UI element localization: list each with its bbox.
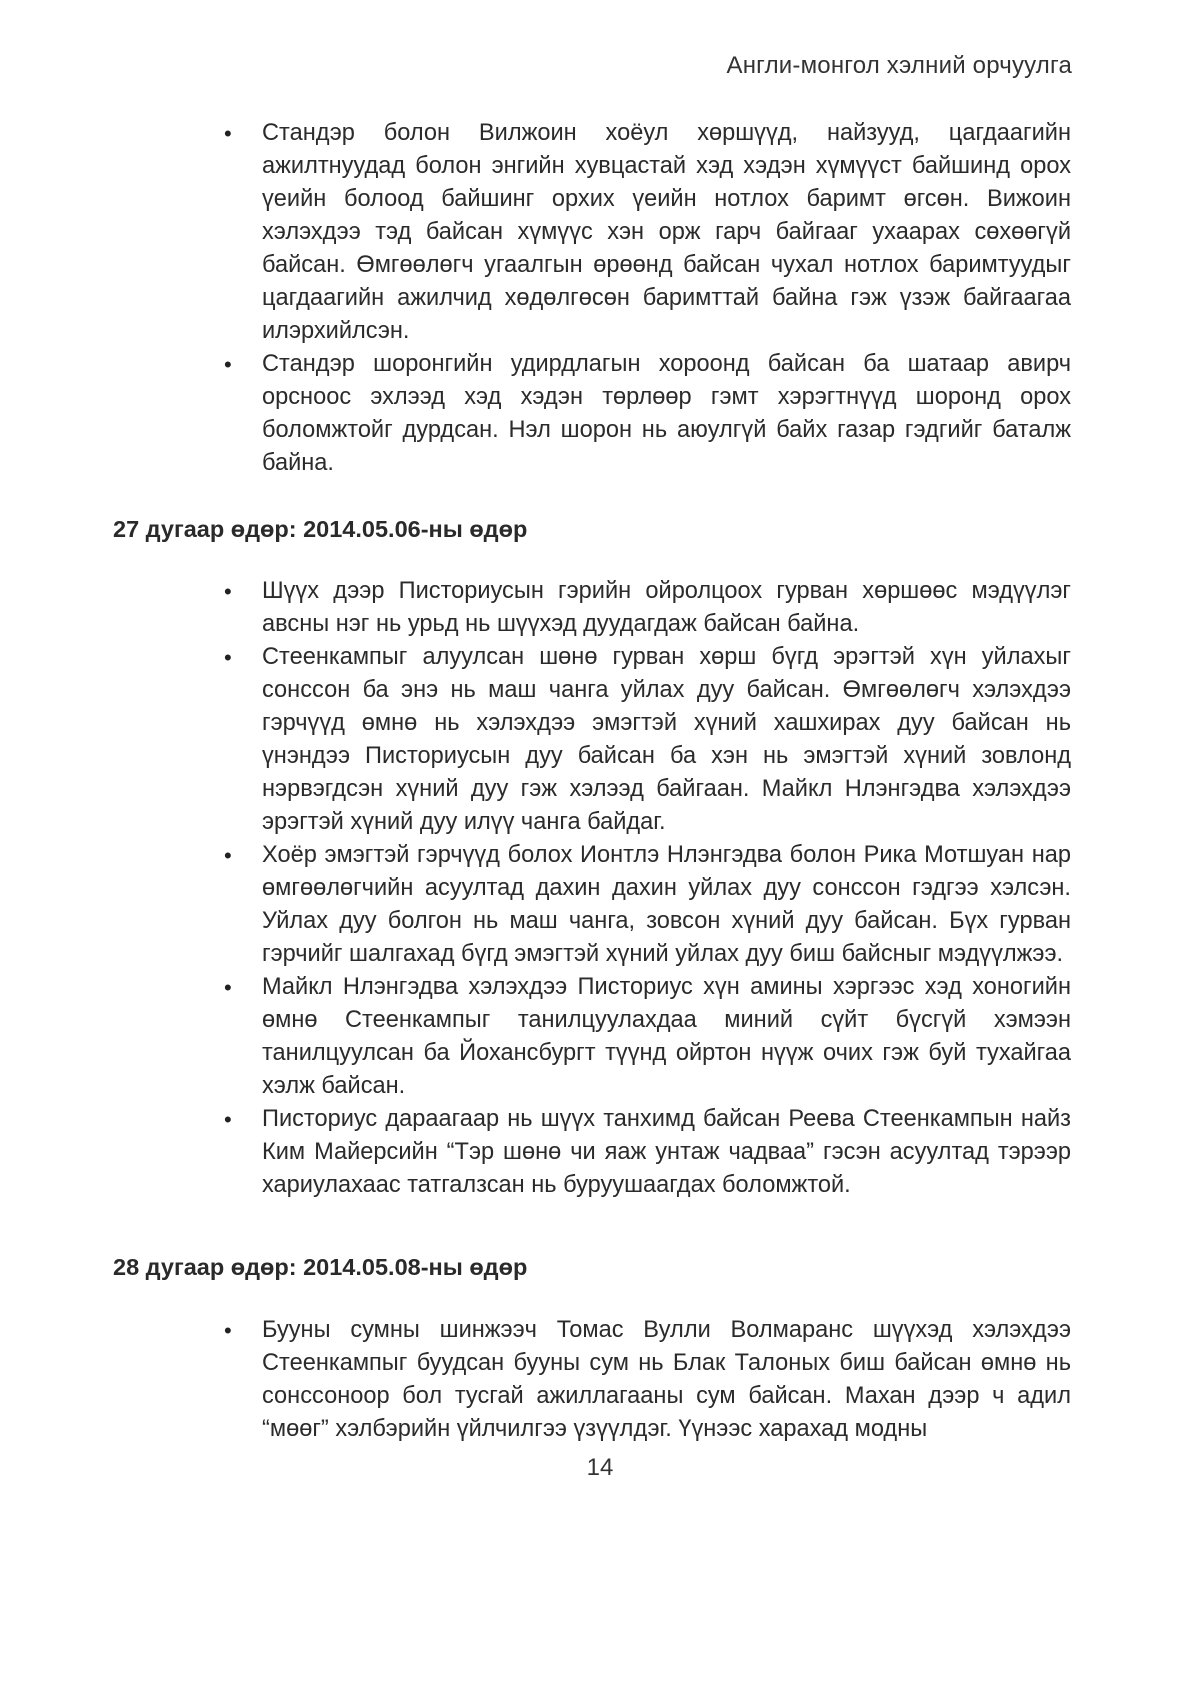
page-number: 14: [586, 1454, 614, 1481]
bullet-dot-icon: •: [224, 579, 232, 604]
bullet-text: Стандэр шоронгийн удирдлагын хороонд байсан ба шатаар авирч орсноос эхлээд хэд хэдэн төрлөөр гэмт хэрэгтнүүд шоронд орох боломжтойг дурдсан. Нэл шорон нь аюулгүй байх газар гэдгийг баталж байна.: [262, 351, 1071, 476]
bullet-list: [0, 575, 1200, 1202]
bullet-list: [0, 1314, 1200, 1446]
bullet-dot-icon: •: [224, 1318, 232, 1343]
bullet-dot-icon: •: [224, 843, 232, 868]
bullet-text: Бууны сумны шинжээч Томас Вулли Волмаранс шүүхэд хэлэхдээ Стеенкампыг буудсан бууны сум нь Блак Талоных биш байсан өмнө нь сонссоноор бол тусгай ажиллагааны сум байсан. Махан дээр ч адил “мөөг” хэлбэрийн үйлчилгээ үзүүлдэг. Үүнээс харахад модны: [262, 1317, 1071, 1442]
bullet-text: Писториус дараагаар нь шүүх танхимд байсан Реева Стеенкампын найз Ким Майерсийн “Тэр шөнө чи яаж унтаж чадваа” гэсэн асуултад тэрээр хариулахаас татгалзсан нь буруушаагдах боломжтой.: [262, 1106, 1071, 1198]
bullet-item: [224, 641, 1071, 839]
bullet-text: Стандэр болон Вилжоин хоёул хөршүүд, найзууд, цагдаагийн ажилтнуудад болон энгийн хувцастай хэд хэдэн хүмүүст байшинд орох үеийн болоод байшинг орхих үеийн нотлох баримт өгсөн. Вижоин хэлэхдээ тэд байсан хүмүүс хэн орж гарч байгааг ухаарах сөхөөгүй байсан. Өмгөөлөгч угаалгын өрөөнд байсан чухал нотлох баримтуудыг цагдаагийн ажилчид хөдөлгөсөн баримттай байна гэж үзэж байгаагаа илэрхийлсэн.: [262, 120, 1071, 344]
bullet-block-day-27: [0, 575, 1200, 1202]
bullet-text: Шүүх дээр Писториусын гэрийн ойролцоох гурван хөршөөс мэдүүлэг авсны нэг нь урьд нь шүүхэд дуудагдаж байсан байна.: [262, 578, 1071, 637]
bullet-text: Стеенкампыг алуулсан шөнө гурван хөрш бүгд эрэгтэй хүн уйлахыг сонссон ба энэ нь маш чанга уйлах дуу байсан. Өмгөөлөгч хэлэхдээ гэрчүүд өмнө нь хэлэхдээ эмэгтэй хүний хашхирах дуу байсан нь үнэндээ Писториусын дуу байсан ба хэн нь эмэгтэй хүний зовлонд нэрвэгдсэн хүний дуу гэж хэлээд байгаан. Майкл Нлэнгэдва хэлэхдээ эрэгтэй хүний дуу илүү чанга байдаг.: [262, 644, 1071, 835]
bullet-text: Майкл Нлэнгэдва хэлэхдээ Писториус хүн амины хэргээс хэд хоногийн өмнө Стеенкампыг танилцуулахдаа миний сүйт бүсгүй хэмээн танилцуулсан ба Йоханcбургт түүнд ойртон нүүж очих гэж буй тухайгаа хэлж байсан.: [262, 974, 1071, 1099]
bullet-list: [0, 117, 1200, 480]
bullet-item: [224, 971, 1071, 1103]
bullet-dot-icon: •: [224, 121, 232, 146]
bullet-block-top: [0, 117, 1200, 480]
bullet-item: [224, 839, 1071, 971]
bullet-text: Хоёр эмэгтэй гэрчүүд болох Ионтлэ Нлэнгэдва болон Рика Мотшуан нар өмгөөлөгчийн асуултад дахин дахин уйлах дуу сонссон гэдгээ хэлсэн. Уйлах дуу болгон нь маш чанга, зовсон хүний дуу байсан. Бүх гурван гэрчийг шалгахад бүгд эмэгтэй хүний уйлах дуу биш байсныг мэдүүлжээ.: [262, 842, 1071, 967]
bullet-dot-icon: •: [224, 352, 232, 377]
running-header: Англи-монгол хэлний орчуулга: [726, 52, 1072, 79]
section-heading-day-27: 27 дугаар өдөр: 2014.05.06-ны өдөр: [113, 516, 528, 542]
bullet-item: [224, 1314, 1071, 1446]
bullet-item: [224, 117, 1071, 348]
bullet-item: [224, 575, 1071, 641]
bullet-dot-icon: •: [224, 975, 232, 1000]
bullet-dot-icon: •: [224, 1107, 232, 1132]
section-heading-day-28: 28 дугаар өдөр: 2014.05.08-ны өдөр: [113, 1254, 528, 1280]
bullet-dot-icon: •: [224, 645, 232, 670]
bullet-item: [224, 348, 1071, 480]
bullet-block-day-28: [0, 1314, 1200, 1446]
bullet-item: [224, 1103, 1071, 1202]
